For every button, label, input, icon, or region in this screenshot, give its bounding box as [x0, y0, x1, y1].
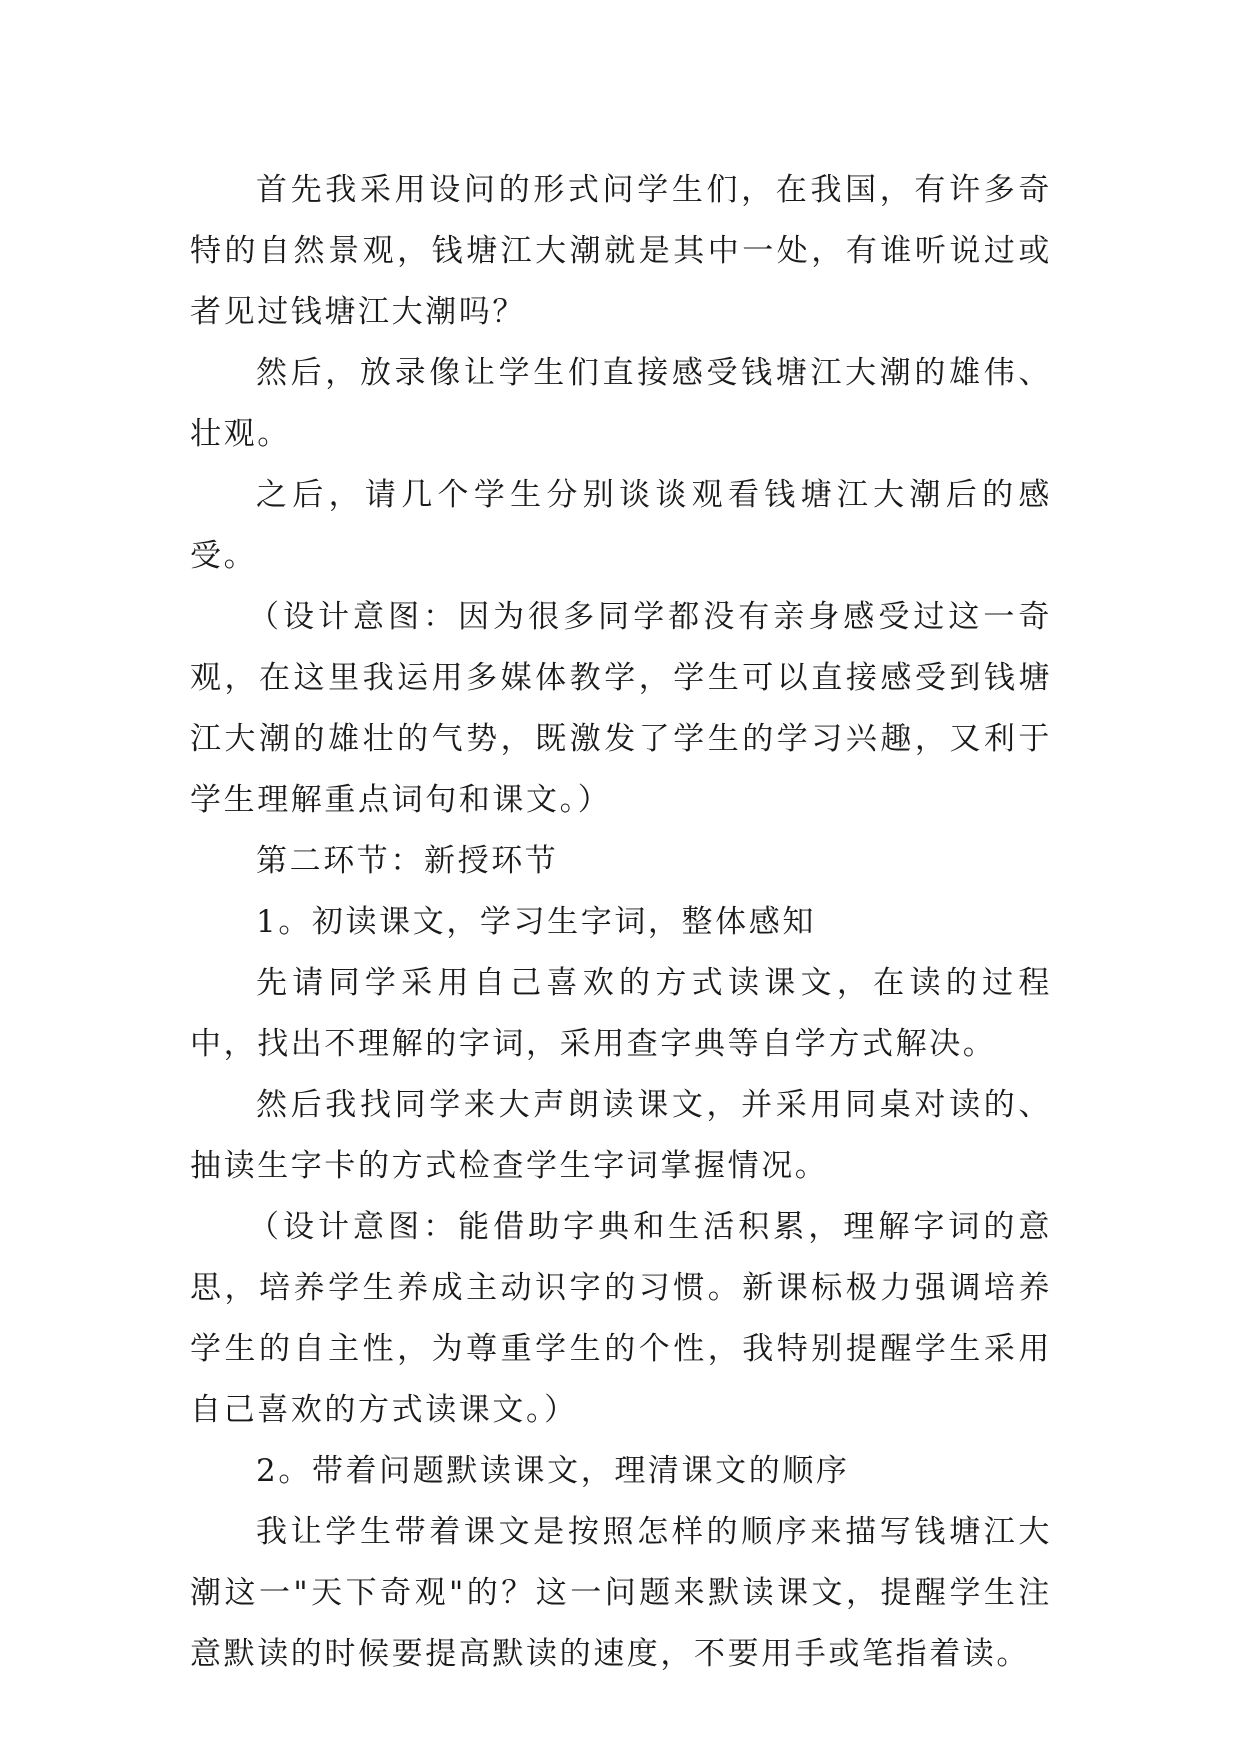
- paragraph-silent-reading: 我让学生带着课文是按照怎样的顺序来描写钱塘江大潮这一"天下奇观"的？这一问题来默读课文，提醒学生注意默读的时候要提高默读的速度，不要用手或笔指着读。: [190, 1514, 1052, 1672]
- document-page: [190, 160, 1052, 1685]
- paragraph-play-video: 然后，放录像让学生们直接感受钱塘江大潮的雄伟、壮观。: [190, 355, 1052, 452]
- section-heading-new-lesson: 第二环节：新授环节: [256, 843, 559, 879]
- paragraph-student-feelings: 之后，请几个学生分别谈谈观看钱塘江大潮后的感受。: [190, 477, 1052, 574]
- paragraph-self-reading: 先请同学采用自己喜欢的方式读课文，在读的过程中，找出不理解的字词，采用查字典等自学方式解决。: [190, 965, 1052, 1062]
- step-heading-silent-reading: 2。带着问题默读课文，理清课文的顺序: [256, 1453, 850, 1489]
- paragraph-design-intent-2: （设计意图：能借助字典和生活积累，理解字词的意思，培养学生养成主动识字的习惯。新课标极力强调培养学生的自主性，为尊重学生的个性，我特别提醒学生采用自己喜欢的方式读课文。）: [190, 1209, 1052, 1428]
- paragraph-read-aloud: 然后我找同学来大声朗读课文，并采用同桌对读的、抽读生字卡的方式检查学生字词掌握情况。: [190, 1087, 1052, 1184]
- paragraph-design-intent-1: （设计意图：因为很多同学都没有亲身感受过这一奇观，在这里我运用多媒体教学，学生可以直接感受到钱塘江大潮的雄壮的气势，既激发了学生的学习兴趣，又利于学生理解重点词句和课文。）: [190, 599, 1052, 818]
- paragraph-intro-question: 首先我采用设问的形式问学生们，在我国，有许多奇特的自然景观，钱塘江大潮就是其中一处，有谁听说过或者见过钱塘江大潮吗？: [190, 172, 1052, 330]
- step-heading-first-reading: 1。初读课文，学习生字词，整体感知: [256, 904, 816, 940]
